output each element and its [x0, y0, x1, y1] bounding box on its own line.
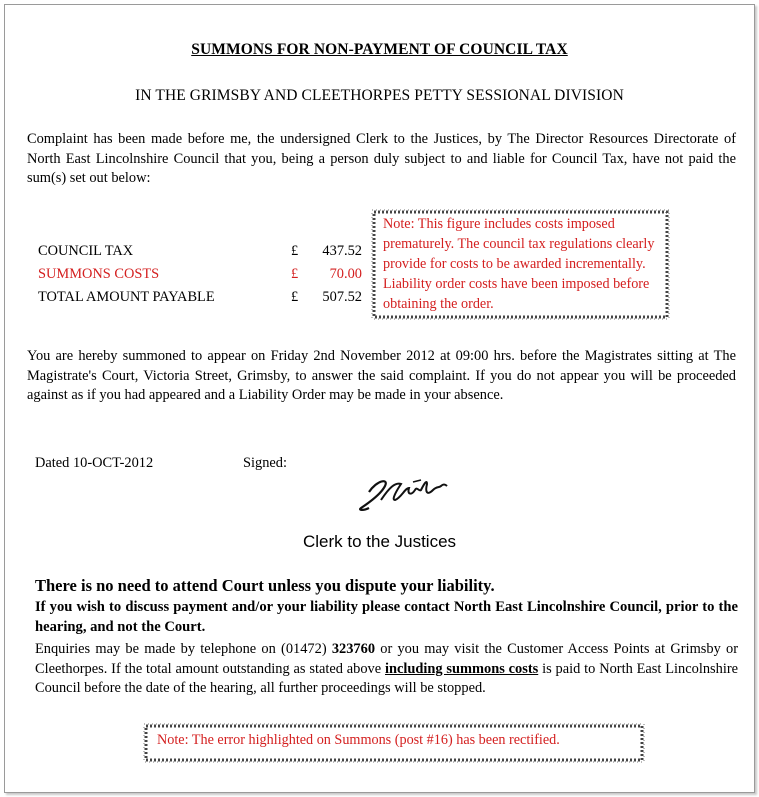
phone-number: 323760	[331, 641, 376, 657]
clerk-title: Clerk to the Justices	[302, 532, 457, 551]
currency-symbol: £	[291, 266, 299, 282]
amount-value: 70.00	[329, 266, 362, 282]
amount-label: TOTAL AMOUNT PAYABLE	[38, 289, 215, 305]
zigzag-border	[371, 209, 670, 320]
enquiries-text-1: Enquiries may be made by telephone on (01472)	[35, 641, 332, 657]
enquiries-paragraph	[35, 640, 738, 699]
dated-text: Dated 10-OCT-2012	[35, 455, 154, 471]
amount-label: COUNCIL TAX	[38, 243, 134, 259]
costs-note-box	[371, 209, 670, 320]
summons-costs-emphasis: including summons costs	[384, 660, 539, 677]
complaint-paragraph: Complaint has been made before me, the undersigned Clerk to the Justices, by The Director Resources Directorate of North East Lincolnshire Council that you, being a person duly subject to and liable for Council Tax, have not paid the sum(s) set out below:	[27, 131, 736, 186]
zigzag-border	[143, 723, 645, 763]
enquiries-text-2: or you may visit the Customer Access Points at Grimsby or Cleethorpes. If the total amount outstanding as stated above	[35, 641, 738, 677]
error-note-text: Note: The error highlighted on Summons (post #16) has been rectified.	[157, 732, 560, 748]
enquiries-text-3: is paid to North East Lincolnshire Council before the date of the hearing, all further proceedings will be stopped.	[35, 660, 738, 696]
signature-image	[355, 470, 455, 515]
amount-row-total	[38, 289, 368, 312]
document-subtitle: IN THE GRIMSBY AND CLEETHORPES PETTY SESSIONAL DIVISION	[135, 87, 624, 104]
document-frame	[4, 4, 755, 793]
currency-symbol: £	[291, 243, 299, 259]
error-note-box	[143, 723, 645, 763]
signed-label: Signed:	[243, 455, 287, 471]
amount-value: 437.52	[322, 243, 362, 259]
no-need-notice: There is no need to attend Court unless you dispute your liability.	[35, 576, 495, 595]
costs-note-text: Note: This figure includes costs imposed prematurely. The council tax regulations clearly provide for costs to be awarded incrementally. Liability order costs have been imposed before obtaining the order.	[383, 216, 655, 312]
amount-row-summons-costs	[38, 266, 368, 289]
amount-label: SUMMONS COSTS	[38, 266, 160, 282]
amounts-table	[38, 243, 368, 312]
amount-value: 507.52	[322, 289, 362, 305]
summons-paragraph: You are hereby summoned to appear on Friday 2nd November 2012 at 09:00 hrs. before the Magistrates sitting at The Magistrate's Court, Victoria Street, Grimsby, to answer the said complaint. If you do not appear you will be proceeded against as if you had appeared and a Liability Order may be made in your absence.	[27, 348, 736, 403]
document-title: SUMMONS FOR NON-PAYMENT OF COUNCIL TAX	[191, 41, 568, 58]
currency-symbol: £	[291, 289, 299, 305]
discuss-notice: If you wish to discuss payment and/or your liability please contact North East Lincolnshire Council, prior to the hearing, and not the Court.	[35, 599, 738, 635]
amount-row-council-tax	[38, 243, 368, 266]
